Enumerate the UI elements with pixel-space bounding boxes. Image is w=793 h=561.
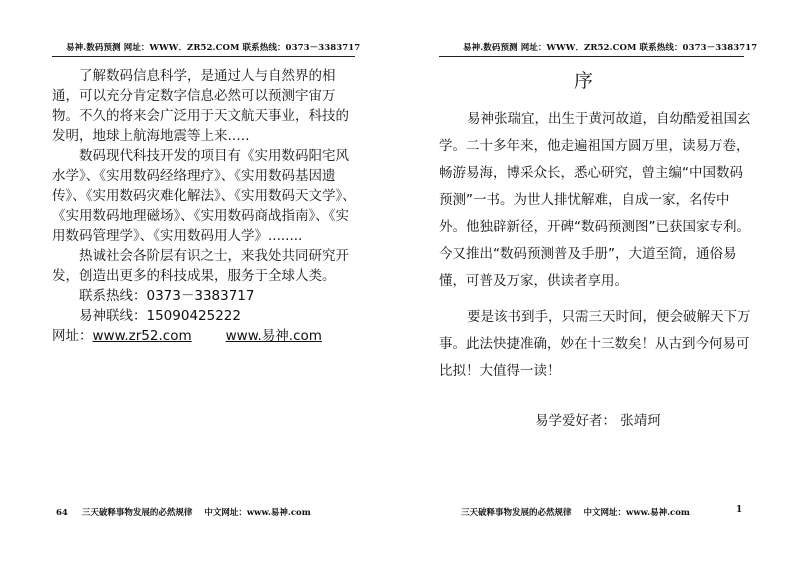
page-number: 64 [56, 508, 68, 518]
paragraph-intro: 了解数码信息科学，是通过人与自然界的相通，可以充分肯定数字信息必然可以预测宇宙万物。不久的将来会广泛用于天文航天事业，科技的发明，地球上航海地震等上来.…. [52, 68, 349, 144]
header-rule [52, 56, 355, 57]
footer-site: 中文网址：www.易神.com [583, 508, 690, 518]
website-line [52, 326, 362, 346]
paragraph-projects: 数码现代科技开发的项目有《实用数码阳宅风水学》、《实用数码经络理疗》、《实用数码基因遗传》、《实用数码灾难化解法》、《实用数码天文学》、《实用数码地理磁场》、《实用数码商战指南》、《实用数码管理学》、《实用数码用人学》........ [52, 148, 356, 244]
preface-title: 序 [574, 70, 594, 92]
right-page [397, 0, 793, 561]
preface-body [439, 106, 751, 385]
website-link-zr52[interactable]: www.zr52.com [92, 328, 192, 344]
left-page-body [52, 66, 362, 346]
left-page [0, 0, 396, 561]
paragraph-invitation: 热诚社会各阶层有识之士，来我处共同研究开发，创造出更多的科技成果，服务于全球人类。 [52, 248, 349, 284]
page-header: 易神.数码预测 网址：WWW．ZR52.COM 联系热线：0373－3383717 [463, 43, 758, 53]
page-header: 易神.数码预测 网址：WWW．ZR52.COM 联系热线：0373－3383717 [66, 43, 361, 53]
page-footer [461, 506, 690, 518]
page-footer [56, 506, 311, 518]
page-number: 1 [736, 505, 743, 515]
footer-title: 三天破释事物发展的必然规律 [81, 508, 193, 518]
website-label: 网址： [52, 328, 93, 344]
contact-mobile: 易神联线：15090425222 [79, 308, 241, 324]
preface-paragraph: 易神张瑞宜，出生于黄河故道，自幼酷爱祖国玄学。二十多年来，他走遍祖国方圆万里，读易万卷，畅游易海，博采众长，悉心研究，曾主编“中国数码预测”一书。为世人排忧解难，自成一家，名传中外。他独辟新径，开碑“数码预测图”已获国家专利。今又推出“数码预测普及手册”，大道至简，通俗易懂，可普及万家，供读者享用。 [439, 111, 751, 289]
preface-signature: 易学爱好者： 张靖珂 [535, 413, 661, 429]
header-rule [439, 56, 744, 57]
contact-phone: 联系热线：0373－3383717 [79, 288, 255, 304]
footer-site: 中文网址：www.易神.com [204, 508, 311, 518]
footer-title: 三天破释事物发展的必然规律 [461, 508, 572, 518]
website-link-yishen[interactable]: www.易神.com [225, 328, 322, 344]
preface-paragraph: 要是该书到手，只需三天时间，便会破解天下万事。此法快捷准确，妙在十三数矣！从古到今何易可比拟！大值得一读！ [439, 309, 751, 379]
